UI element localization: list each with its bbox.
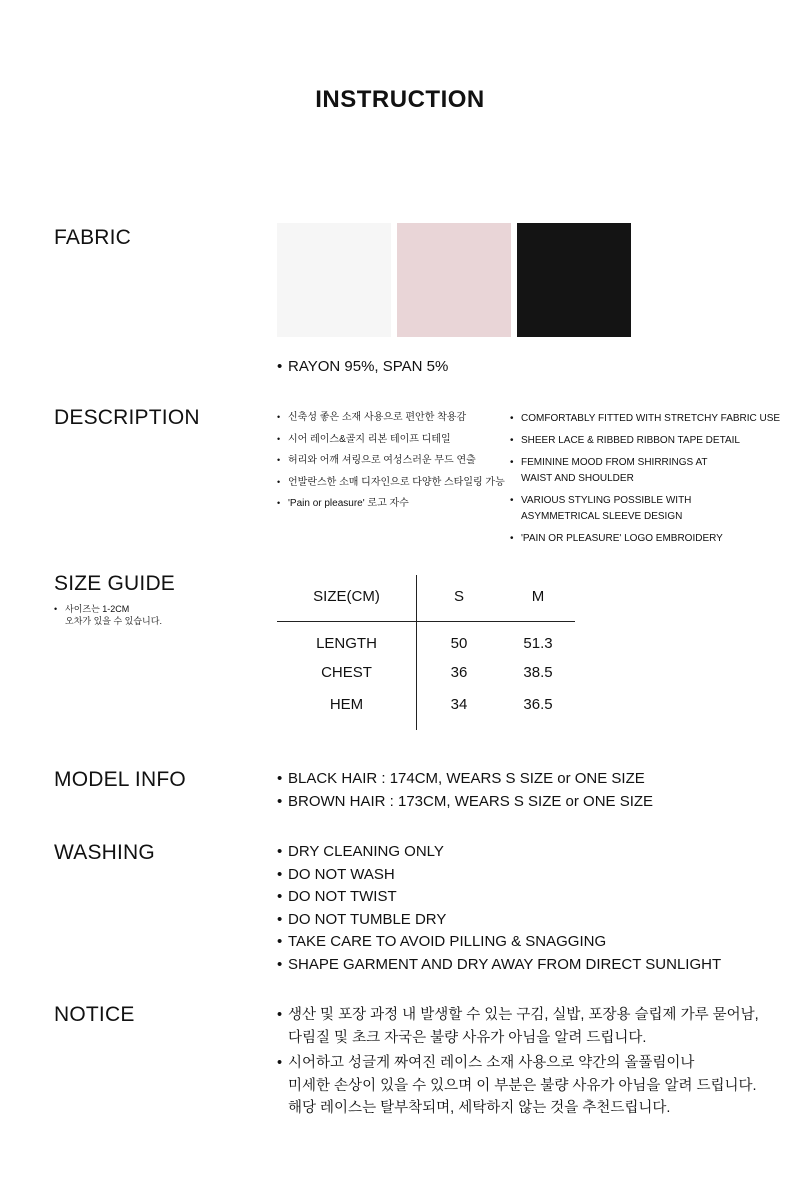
description-heading: DESCRIPTION	[54, 406, 200, 429]
model-info-list	[277, 768, 653, 813]
description-ko-item: • 허리와 어깨 셔링으로 여성스러운 무드 연출	[277, 450, 505, 472]
washing-item: • DO NOT TUMBLE DRY	[277, 909, 721, 932]
description-ko-item: • 언발란스한 소매 디자인으로 다양한 스타일링 가능	[277, 472, 505, 494]
notice-item	[277, 1004, 787, 1049]
size-note-line1: • 사이즈는 1-2CM	[54, 603, 162, 615]
size-row-s: 36	[450, 664, 468, 681]
washing-item: • DRY CLEANING ONLY	[277, 841, 721, 864]
size-row-label: CHEST	[277, 656, 417, 690]
description-en-item: • FEMININE MOOD FROM SHIRRINGS AT WAIST AND SHOULDER	[510, 455, 721, 487]
fabric-swatch-pink	[397, 223, 511, 337]
washing-list	[277, 841, 721, 976]
description-english-list	[510, 411, 790, 553]
notice-item1-line1: • 생산 및 포장 과정 내 발생할 수 있는 구김, 실밥, 포장용 슬립제 가루 묻어남,	[288, 1007, 759, 1023]
size-table-header	[277, 575, 575, 621]
table-row	[277, 656, 575, 690]
washing-heading: WASHING	[54, 841, 155, 864]
model-info-item: • BROWN HAIR : 173CM, WEARS S SIZE or ONE SIZE	[277, 791, 653, 814]
size-guide-note	[54, 603, 162, 627]
table-row	[277, 690, 575, 730]
size-note-line2: 오차가 있을 수 있습니다.	[65, 616, 162, 626]
notice-item	[277, 1052, 787, 1120]
fabric-swatch-black	[517, 223, 631, 337]
description-ko-item: • 'Pain or pleasure' 로고 자수	[277, 493, 505, 515]
fabric-swatch-white	[277, 223, 391, 337]
size-header-label: SIZE(CM)	[277, 575, 417, 621]
fabric-composition-list	[277, 356, 448, 379]
notice-item2-line3: 해당 레이스는 탈부착되며, 세탁하지 않는 것을 추천드립니다.	[288, 1100, 671, 1116]
size-row-m: 38.5	[523, 664, 553, 681]
size-guide-heading: SIZE GUIDE	[54, 572, 176, 595]
page-title: INSTRUCTION	[315, 86, 485, 113]
description-en-item: • SHEER LACE & RIBBED RIBBON TAPE DETAIL	[510, 433, 790, 449]
notice-heading: NOTICE	[54, 1003, 135, 1026]
description-en-item: • 'PAIN OR PLEASURE' LOGO EMBROIDERY	[510, 531, 790, 547]
washing-item: • DO NOT WASH	[277, 864, 721, 887]
washing-item: • SHAPE GARMENT AND DRY AWAY FROM DIRECT SUNLIGHT	[277, 954, 721, 977]
size-row-m: 51.3	[523, 635, 553, 652]
notice-item2-line2: 미세한 손상이 있을 수 있으며 이 부분은 불량 사유가 아님을 알려 드립니다.	[288, 1077, 757, 1094]
washing-item: • TAKE CARE TO AVOID PILLING & SNAGGING	[277, 931, 721, 954]
model-info-item: • BLACK HAIR : 174CM, WEARS S SIZE or ONE SIZE	[277, 768, 653, 791]
size-header-s: S	[453, 588, 464, 605]
size-row-s: 50	[450, 635, 468, 652]
model-info-heading: MODEL INFO	[54, 768, 186, 791]
fabric-heading: FABRIC	[54, 226, 132, 249]
description-en-item: • COMFORTABLY FITTED WITH STRETCHY FABRIC USE	[510, 411, 790, 427]
notice-item2-line1: • 시어하고 성글게 짜여진 레이스 소재 사용으로 약간의 올풀림이나	[288, 1055, 695, 1071]
size-row-label: HEM	[277, 690, 417, 730]
notice-item1-line2: 다림질 및 초크 자국은 불량 사유가 아님을 알려 드립니다.	[288, 1029, 647, 1046]
description-en-item: • VARIOUS STYLING POSSIBLE WITH ASYMMETRICAL SLEEVE DESIGN	[510, 493, 711, 525]
notice-list	[277, 1004, 787, 1123]
size-row-m: 36.5	[523, 695, 553, 713]
size-table	[277, 575, 575, 730]
table-row	[277, 622, 575, 656]
description-korean-list	[277, 407, 505, 515]
fabric-composition: • RAYON 95%, SPAN 5%	[277, 356, 448, 379]
description-ko-item: • 시어 레이스&골지 리본 테이프 디테일	[277, 429, 505, 451]
size-row-label: LENGTH	[277, 622, 417, 656]
washing-item: • DO NOT TWIST	[277, 886, 721, 909]
description-ko-item: • 신축성 좋은 소재 사용으로 편안한 착용감	[277, 407, 505, 429]
size-row-s: 34	[450, 695, 468, 713]
size-header-m: M	[531, 588, 545, 605]
